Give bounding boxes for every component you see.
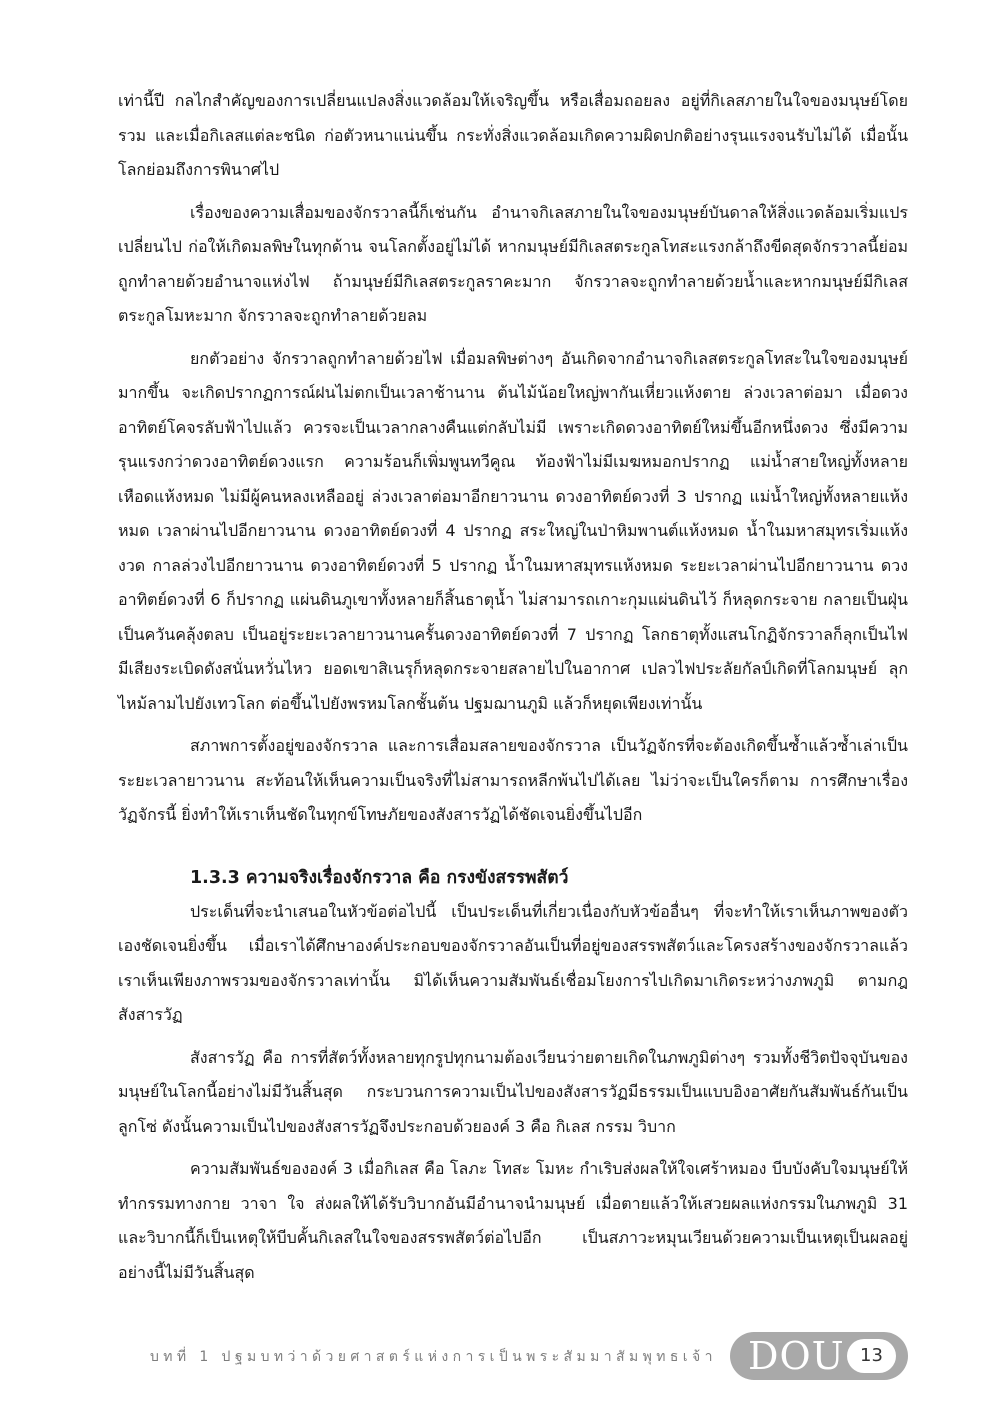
paragraph-gap bbox=[118, 334, 908, 342]
paragraph-cycle: สภาพการตั้งอยู่ของจักรวาล และการเสื่อมสลายของจักรวาล เป็นวัฏจักรที่จะต้องเกิดขึ้นซ้ำแล้วซ้ำเล่าเป็นระยะเวลายาวนาน สะท้อนให้เห็นความเป็นจริงที่ไม่สามารถหลีกพ้นไปได้เลย ไม่ว่าจะเป็นใครก็ตาม การศึกษาเรื่องวัฏจักรนี้ ยิ่งทำให้เราเห็นชัดในทุกข์โทษภัยของสังสารวัฏได้ชัดเจนยิ่งขึ้นไปอีก bbox=[118, 736, 908, 824]
paragraph-section-intro: ประเด็นที่จะนำเสนอในหัวข้อต่อไปนี้ เป็นประเด็นที่เกี่ยวเนื่องกับหัวข้ออื่นๆ ที่จะทำให้เราเห็นภาพของตัวเองชัดเจนยิ่งขึ้น เมื่อเราได้ศึกษาองค์ประกอบของจักรวาลอันเป็นที่อยู่ของสรรพสัตว์และโครงสร้างของจักรวาลแล้ว เราเห็นเพียงภาพรวมของจักรวาลเท่านั้น มิได้เห็นความสัมพันธ์เชื่อมโยงการไปเกิดมาเกิดระหว่างภพภูมิ ตามกฎสังสารวัฏ bbox=[118, 901, 908, 1024]
paragraph-gap bbox=[118, 188, 908, 196]
page-body bbox=[118, 84, 908, 1290]
paragraph-fire-destruction: ยกตัวอย่าง จักรวาลถูกทำลายด้วยไฟ เมื่อมลพิษต่างๆ อันเกิดจากอำนาจกิเลสตระกูลโทสะในใจของมนุษย์มากขึ้น จะเกิดปรากฏการณ์ฝนไม่ตกเป็นเวลาช้านาน ต้นไม้น้อยใหญ่พากันเหี่ยวแห้งตาย ล่วงเวลาต่อมา เมื่อดวงอาทิตย์โคจรลับฟ้าไปแล้ว ควรจะเป็นเวลากลางคืนแต่กลับไม่มี เพราะเกิดดวงอาทิตย์ใหม่ขึ้นอีกหนึ่งดวง ซึ่งมีความรุนแรงกว่าดวงอาทิตย์ดวงแรก ความร้อนก็เพิ่มพูนทวีคูณ ท้องฟ้าไม่มีเมฆหมอกปรากฏ แม่น้ำสายใหญ่ทั้งหลายเหือดแห้งหมด ไม่มีผู้คนหลงเหลืออยู่ ล่วงเวลาต่อมาอีกยาวนาน ดวงอาทิตย์ดวงที่ 3 ปรากฏ แม่น้ำใหญ่ทั้งหลายแห้งหมด เวลาผ่านไปอีกยาวนาน ดวงอาทิตย์ดวงที่ 4 ปรากฏ สระใหญ่ในป่าหิมพานต์แห้งหมด น้ำในมหาสมุทรเริ่มแห้งงวด กาลล่วงไปอีกยาวนาน ดวงอาทิตย์ดวงที่ 5 ปรากฏ น้ำในมหาสมุทรแห้งหมด ระยะเวลาผ่านไปอีกยาวนาน ดวงอาทิตย์ดวงที่ 6 ก็ปรากฏ แผ่นดินภูเขาทั้งหลายก็สิ้นธาตุน้ำ ไม่สามารถเกาะกุมแผ่นดินไว้ ก็หลุดกระจาย กลายเป็นฝุ่นเป็นควันคลุ้งตลบ เป็นอยู่ระยะเวลายาวนานครั้นดวงอาทิตย์ดวงที่ 7 ปรากฏ โลกธาตุทั้งแสนโกฏิจักรวาลก็ลุกเป็นไฟ มีเสียงระเบิดดังสนั่นหวั่นไหว ยอดเขาสิเนรุก็หลุดกระจายสลายไปในอากาศ เปลวไฟประลัยกัลป์เกิดที่โลกมนุษย์ ลุกไหม้ลามไปยังเทวโลก ต่อขึ้นไปยังพรหมโลกชั้นต้น ปฐมฌานภูมิ แล้วก็หยุดเพียงเท่านั้น bbox=[118, 348, 908, 713]
dou-logo: DOU bbox=[748, 1334, 845, 1378]
footer-chapter-title: บทที่ 1 ปฐมบทว่าด้วยศาสตร์แห่งการเป็นพระสัมมาสัมพุทธเจ้า bbox=[150, 1349, 717, 1365]
paragraph-gap bbox=[118, 1033, 908, 1041]
paragraph-gap bbox=[118, 721, 908, 729]
page-footer bbox=[0, 1330, 1000, 1384]
section-heading: 1.3.3 ความจริงเรื่องจักรวาล คือ กรงขังสรรพสัตว์ bbox=[190, 867, 569, 888]
paragraph-continuation: เท่านี้ปี กลไกสำคัญของการเปลี่ยนแปลงสิ่งแวดล้อมให้เจริญขึ้น หรือเสื่อมถอยลง อยู่ที่กิเลสภายในใจของมนุษย์โดยรวม และเมื่อกิเลสแต่ละชนิด ก่อตัวหนาแน่นขึ้น กระทั่งสิ่งแวดล้อมเกิดความผิดปกติอย่างรุนแรงจนรับไม่ได้ เมื่อนั้นโลกย่อมถึงการพินาศไป bbox=[118, 91, 908, 179]
paragraph-three-components: ความสัมพันธ์ขององค์ 3 เมื่อกิเลส คือ โลภะ โทสะ โมหะ กำเริบส่งผลให้ใจเศร้าหมอง บีบบังคับใจมนุษย์ให้ทำกรรมทางกาย วาจา ใจ ส่งผลให้ได้รับวิบากอันมีอำนาจนำมนุษย์ เมื่อตายแล้วให้เสวยผลแห่งกรรมในภพภูมิ 31 และวิบากนี้ก็เป็นเหตุให้บีบคั้นกิเลสในใจของสรรพสัตว์ต่อไปอีก เป็นสภาวะหมุนเวียนด้วยความเป็นเหตุเป็นผลอยู่อย่างนี้ไม่มีวันสิ้นสุด bbox=[118, 1159, 908, 1282]
page-number: 13 bbox=[847, 1339, 896, 1373]
footer-badge bbox=[730, 1332, 908, 1380]
paragraph-world-decline: เรื่องของความเสื่อมของจักรวาลนี้ก็เช่นกัน อำนาจกิเลสภายในใจของมนุษย์บันดาลให้สิ่งแวดล้อมเริ่มแปรเปลี่ยนไป ก่อให้เกิดมลพิษในทุกด้าน จนโลกตั้งอยู่ไม่ได้ หากมนุษย์มีกิเลสตระกูลโทสะแรงกล้าถึงขีดสุดจักรวาลนี้ย่อมถูกทำลายด้วยอำนาจแห่งไฟ ถ้ามนุษย์มีกิเลสตระกูลราคะมาก จักรวาลจะถูกทำลายด้วยน้ำและหากมนุษย์มีกิเลสตระกูลโมหะมาก จักรวาลจะถูกทำลายด้วยลม bbox=[118, 202, 908, 325]
paragraph-samsara-definition: สังสารวัฏ คือ การที่สัตว์ทั้งหลายทุกรูปทุกนามต้องเวียนว่ายตายเกิดในภพภูมิต่างๆ รวมทั้งชีวิตปัจจุบันของมนุษย์ในโลกนี้อย่างไม่มีวันสิ้นสุด กระบวนการความเป็นไปของสังสารวัฏมีธรรมเป็นแบบอิงอาศัยกันสัมพันธ์กันเป็นลูกโซ่ ดังนั้นความเป็นไปของสังสารวัฏจึงประกอบด้วยองค์ 3 คือ กิเลส กรรม วิบาก bbox=[118, 1047, 908, 1136]
section-gap bbox=[118, 833, 908, 861]
paragraph-gap bbox=[118, 1144, 908, 1152]
